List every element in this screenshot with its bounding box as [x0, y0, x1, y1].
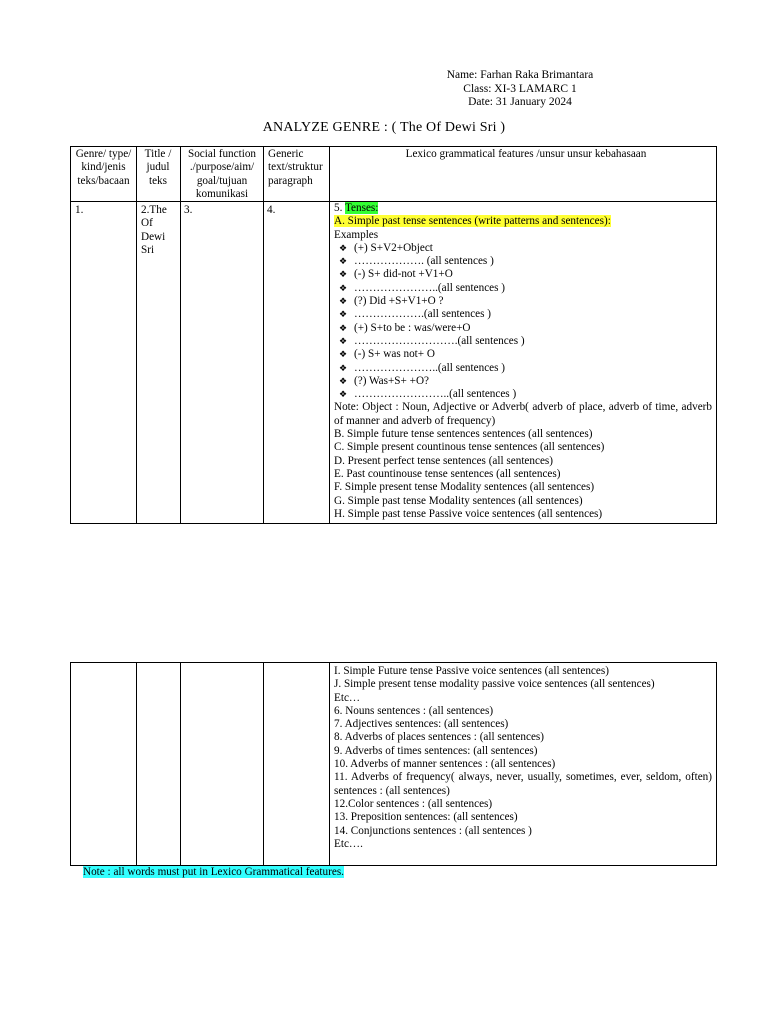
- list-item: I. Simple Future tense Passive voice sentences (all sentences): [334, 665, 609, 677]
- list-item: ❖ ……………………..(all sentences ): [334, 388, 712, 401]
- cell-title: 2.The Of Dewi Sri: [141, 204, 167, 256]
- cell-social-function: 3.: [184, 204, 193, 216]
- column-divider: [263, 663, 264, 865]
- header-lexico: Lexico grammatical features /unsur unsur kebahasaan: [405, 148, 647, 160]
- list-item: ❖ (-) S+ was not+ O: [334, 348, 712, 361]
- list-item: ❖ (?) Was+S+ +O?: [334, 375, 712, 388]
- student-info: [420, 69, 620, 110]
- list-item: 14. Conjunctions sentences : (all sentences ): [334, 824, 532, 837]
- list-item: ❖ …………………..(all sentences ): [334, 362, 712, 375]
- page-title: ANALYZE GENRE : ( The Of Dewi Sri ): [262, 120, 506, 135]
- list-item: ❖ ………………. (all sentences ): [334, 255, 712, 268]
- list-item: J. Simple present tense modality passive voice sentences (all sentences): [334, 678, 655, 691]
- header-social-function: Social function ./purpose/aim/ goal/tujuan komunikasi: [187, 148, 257, 200]
- example-bullets: [334, 242, 712, 402]
- list-item: ❖ (?) Did +S+V1+O ?: [334, 295, 712, 308]
- analysis-table-part2: [70, 662, 717, 866]
- list-item: ❖ (+) S+to be : was/were+O: [334, 322, 712, 335]
- list-item: 6. Nouns sentences : (all sentences): [334, 704, 494, 717]
- list-item: C. Simple present countinous tense sentences (all sentences): [334, 441, 605, 454]
- examples-label: Examples: [334, 228, 379, 241]
- list-item: 7. Adjectives sentences: (all sentences): [334, 718, 509, 731]
- list-item: ❖ …………………..(all sentences ): [334, 282, 712, 295]
- tenses-label: Tenses:: [345, 202, 379, 214]
- column-divider: [136, 147, 137, 523]
- list-item: 10. Adverbs of manner sentences : (all sentences): [334, 758, 556, 771]
- object-note: Note: Object : Noun, Adjective or Adverb( adverb of place, adverb of time, adverb of manner and adverb of frequency): [334, 401, 712, 427]
- list-item: Etc…: [334, 691, 361, 704]
- cell-genre: 1.: [75, 204, 84, 216]
- cell-generic-structure: 4.: [267, 204, 276, 216]
- column-divider: [263, 147, 264, 523]
- footer-note: Note : all words must put in Lexico Grammatical features.: [83, 866, 344, 878]
- list-item: ❖ ……………….(all sentences ): [334, 308, 712, 321]
- list-item: B. Simple future tense sentences sentences (all sentences): [334, 428, 593, 441]
- list-item: Etc….: [334, 837, 363, 850]
- header-generic-structure: Generic text/struktur paragraph: [268, 148, 323, 187]
- list-item: 8. Adverbs of places sentences : (all sentences): [334, 731, 544, 744]
- column-divider: [329, 147, 330, 523]
- list-item: G. Simple past tense Modality sentences (all sentences): [334, 494, 583, 507]
- list-item: E. Past countinouse tense sentences (all sentences): [334, 467, 561, 480]
- list-item: F. Simple present tense Modality sentences (all sentences): [334, 481, 595, 494]
- list-item: D. Present perfect tense sentences (all sentences): [334, 454, 553, 467]
- list-item: ❖ (+) S+V2+Object: [334, 242, 712, 255]
- list-item: H. Simple past tense Passive voice sentences (all sentences): [334, 507, 603, 520]
- list-item: ❖ (-) S+ did-not +V1+O: [334, 268, 712, 281]
- column-divider: [136, 663, 137, 865]
- cell-lexico-features: [334, 202, 712, 521]
- student-name: Name: Farhan Raka Brimantara: [446, 69, 594, 81]
- list-item: 9. Adverbs of times sentences: (all sentences): [334, 744, 538, 757]
- list-item: 12.Color sentences : (all sentences): [334, 797, 493, 810]
- list-item: ❖ ……………………….(all sentences ): [334, 335, 712, 348]
- list-item: 13. Preposition sentences: (all sentences): [334, 811, 518, 824]
- analysis-table-part1: [70, 146, 717, 524]
- column-divider: [180, 147, 181, 523]
- list-item: 11. Adverbs of frequency( always, never, usually, sometimes, ever, seldom, often) sentences : (all sentences): [334, 771, 712, 797]
- header-genre: Genre/ type/ kind/jenis teks/bacaan: [75, 148, 132, 187]
- header-title: Title / judul teks: [144, 148, 172, 187]
- document-date: Date: 31 January 2024: [468, 96, 572, 109]
- section-a: A. Simple past tense sentences (write patterns and sentences):: [334, 215, 611, 228]
- column-divider: [329, 663, 330, 865]
- column-divider: [180, 663, 181, 865]
- tenses-heading: 5. Tenses:: [334, 202, 379, 214]
- cell-lexico-features-continued: [334, 665, 712, 851]
- student-class: Class: XI-3 LAMARC 1: [463, 82, 577, 95]
